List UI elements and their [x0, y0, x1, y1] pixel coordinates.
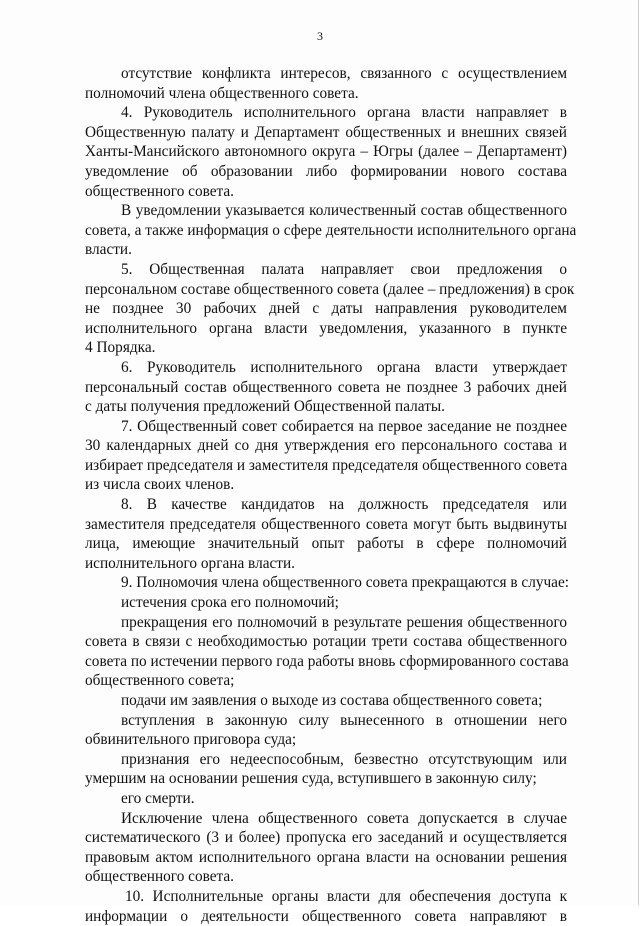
- text-line: прекращения его полномочий в результате решения общественного: [121, 613, 567, 631]
- text-line: исполнительного органа власти.: [85, 554, 295, 572]
- text-line: 4. Руководитель исполнительного органа власти направляет в: [121, 104, 567, 122]
- text-line: информации о деятельности общественного совета направляют в: [85, 907, 567, 925]
- text-line: 9. Полномочия члена общественного совета прекращаются в случае:: [121, 574, 570, 592]
- document-body: [85, 64, 577, 926]
- text-line: из числа своих членов.: [85, 476, 235, 494]
- text-line: власти.: [85, 241, 132, 259]
- text-line: 8. В качестве кандидатов на должность председателя или: [121, 496, 567, 514]
- text-line: вступления в законную силу вынесенного в отношении него: [121, 711, 567, 729]
- text-line: истечения срока его полномочий;: [121, 594, 339, 612]
- text-line: общественного совета.: [85, 182, 235, 200]
- text-line: совета, а также информация о сфере деятельности исполнительного органа: [85, 221, 577, 239]
- text-line: 6. Руководитель исполнительного органа власти утверждает: [121, 358, 567, 376]
- text-line: правовым актом исполнительного органа власти на основании решения: [85, 848, 567, 866]
- text-line: персональном составе общественного совета (далее – предложения) в срок: [85, 280, 575, 298]
- text-line: 7. Общественный совет собирается на первое заседание не позднее: [121, 417, 567, 435]
- text-line: с даты получения предложений Общественной палаты.: [85, 398, 445, 416]
- text-line: совета в связи с необходимостью ротации трети состава общественного: [85, 633, 567, 651]
- text-line: 4 Порядка.: [85, 339, 156, 357]
- text-line: умершим на основании решения суда, вступившего в законную силу;: [85, 770, 537, 788]
- text-line: 30 календарных дней со дня утверждения его персонального состава и: [85, 437, 567, 455]
- text-line: В уведомлении указывается количественный состав общественного: [121, 202, 567, 220]
- text-line: полномочий члена общественного совета.: [85, 84, 359, 102]
- text-line: уведомление об образовании либо формировании нового состава: [85, 162, 567, 180]
- text-line: отсутствие конфликта интересов, связанного с осуществлением: [121, 65, 567, 82]
- text-line: исполнительного органа власти уведомления, указанного в пункте: [85, 319, 567, 337]
- page-number: 3: [317, 29, 323, 43]
- text-line: избирает председателя и заместителя председателя общественного совета: [85, 456, 568, 474]
- text-line: Исключение члена общественного совета допускается в случае: [121, 809, 567, 827]
- text-line: не позднее 30 рабочих дней с даты направления руководителем: [85, 300, 567, 318]
- text-line: систематического (3 и более) пропуска его заседаний и осуществляется: [85, 829, 567, 847]
- text-line: лица, имеющие значительный опыт работы в сфере полномочий: [85, 535, 567, 553]
- text-line: персональный состав общественного совета не позднее 3 рабочих дней: [85, 378, 567, 396]
- text-line: Общественную палату и Департамент общественных и внешних связей: [85, 123, 567, 141]
- text-line: подачи им заявления о выходе из состава общественного совета;: [121, 692, 543, 709]
- text-line: обвинительного приговора суда;: [85, 731, 297, 749]
- text-line: заместителя председателя общественного совета могут быть выдвинуты: [85, 515, 567, 533]
- text-line: 10. Исполнительные органы власти для обеспечения доступа к: [125, 887, 567, 905]
- text-line: общественного совета.: [85, 868, 235, 886]
- text-line: признания его недееспособным, безвестно отсутствующим или: [121, 750, 567, 768]
- text-line: совета по истечении первого года работы вновь сформированного состава: [85, 652, 569, 670]
- text-line: его смерти.: [121, 789, 195, 807]
- text-line: 5. Общественная палата направляет свои предложения о: [121, 260, 567, 278]
- text-line: Ханты-Мансийского автономного округа – Югры (далее – Департамент): [85, 143, 567, 161]
- text-line: общественного совета;: [85, 672, 235, 690]
- page-edge-line: [638, 0, 639, 905]
